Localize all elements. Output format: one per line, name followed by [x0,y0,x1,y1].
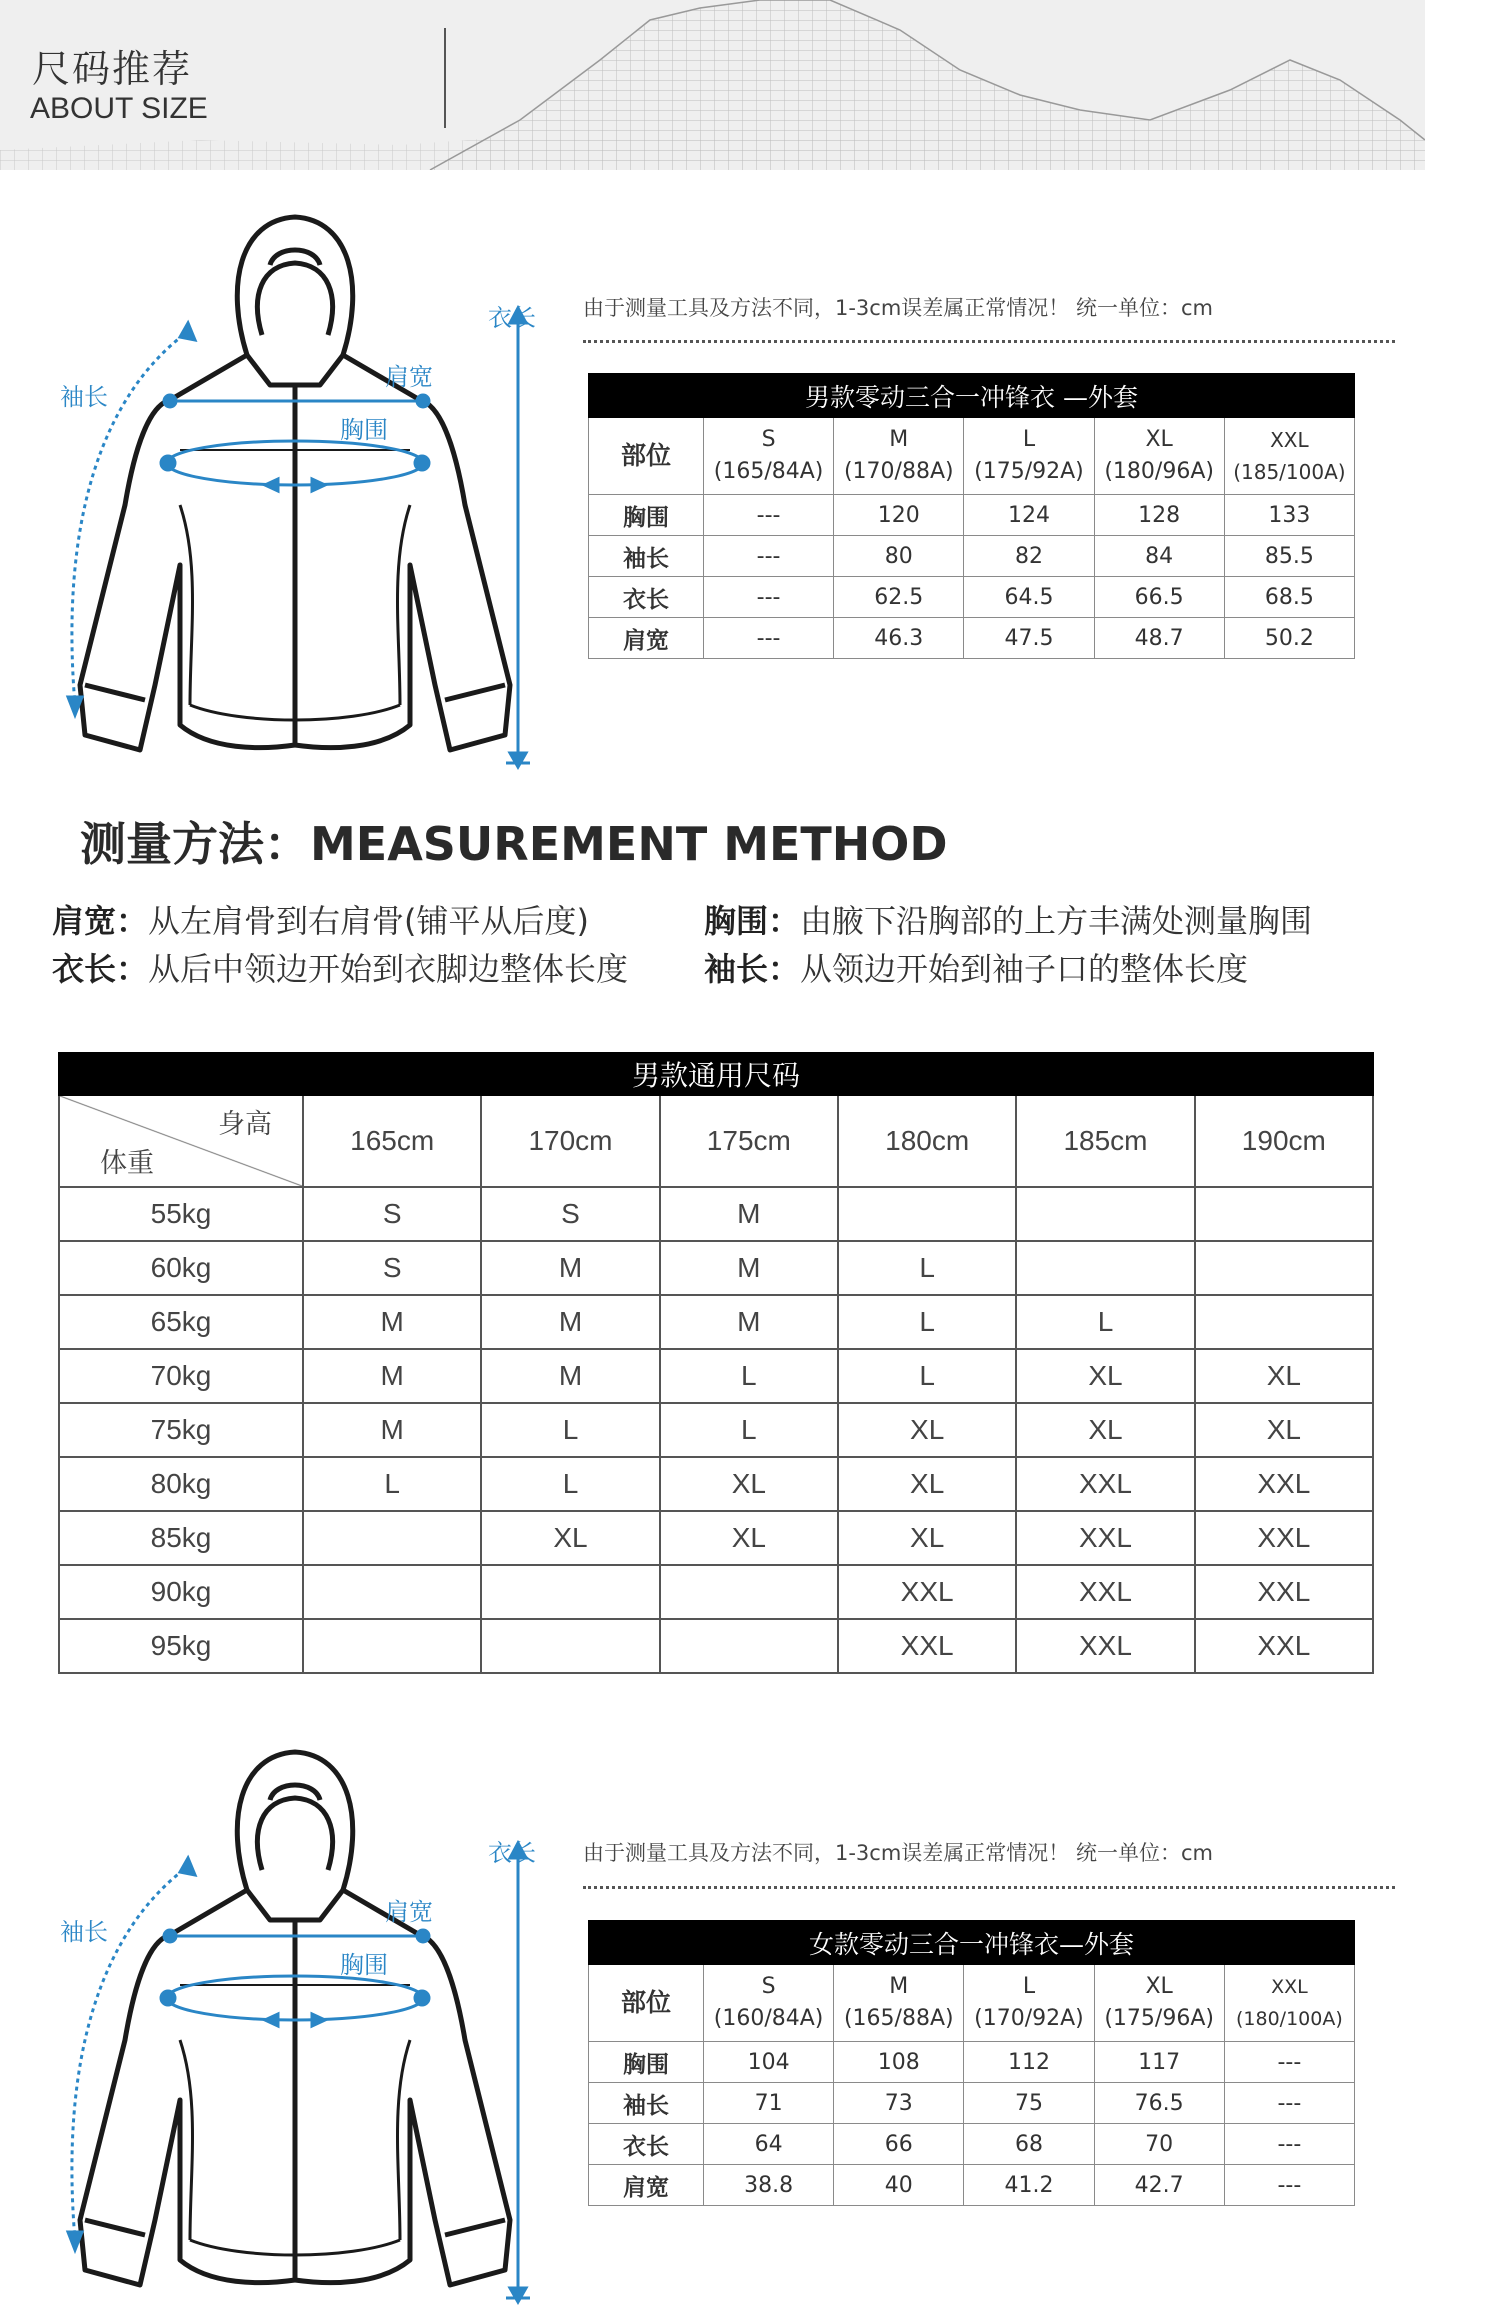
men-size-table [588,373,1355,659]
header-banner [0,0,1425,170]
corner-header: 身高 体重 [59,1095,303,1187]
table-row: 衣长 64 66 68 70 --- [589,2124,1355,2165]
table-row: 肩宽 38.8 40 41.2 42.7 --- [589,2165,1355,2206]
table-row: 衣长 --- 62.5 64.5 66.5 68.5 [589,577,1355,618]
label-chest: 胸围 [340,1951,388,1979]
size-col-header: S (165/84A) [704,418,834,495]
women-size-table [588,1920,1355,2206]
method-item-chest: 胸围：由腋下沿胸部的上方丰满处测量胸围 [704,902,1313,940]
mountain-wireframe-graphic [0,0,1425,170]
method-item-sleeve: 袖长：从领边开始到袖子口的整体长度 [704,950,1249,988]
size-col-header: L (175/92A) [964,418,1094,495]
header-title: 尺码推荐 [32,47,193,91]
men-measurement-note: 由于测量工具及方法不同，1-3cm误差属正常情况！ 统一单位：cm [583,296,1213,320]
table-row: 60kg S M M L [59,1241,1373,1295]
table-row: 55kg S S M [59,1187,1373,1241]
table-header-row [589,418,1355,495]
table-row: 袖长 --- 80 82 84 85.5 [589,536,1355,577]
women-measurement-note: 由于测量工具及方法不同，1-3cm误差属正常情况！ 统一单位：cm [583,1841,1213,1865]
header-subtitle: ABOUT SIZE [30,92,208,125]
jacket-outline-icon [40,1740,580,2310]
table-row: 胸围 --- 120 124 128 133 [589,495,1355,536]
jacket-diagram-men [40,205,580,765]
header-divider [444,28,446,128]
dotted-divider [583,1886,1395,1889]
label-length: 衣长 [488,1839,536,1867]
table-row: 95kg XXL XXL XXL [59,1619,1373,1673]
label-chest: 胸围 [340,416,388,444]
size-col-header: XXL (185/100A) [1224,418,1354,495]
women-size-table-title: 女款零动三合一冲锋衣—外套 [589,1921,1355,1965]
size-col-header: XXL (180/100A) [1224,1965,1354,2042]
method-item-shoulder: 肩宽：从左肩骨到右肩骨(铺平从后度) [52,902,589,940]
size-col-header: XL (180/96A) [1094,418,1224,495]
table-row: 肩宽 --- 46.3 47.5 48.7 50.2 [589,618,1355,659]
label-shoulder: 肩宽 [385,363,433,391]
dotted-divider [583,340,1395,343]
label-sleeve: 袖长 [60,1918,108,1946]
position-header: 部位 [589,418,704,495]
size-col-header: S (160/84A) [704,1965,834,2042]
table-row: 65kg M M M L L [59,1295,1373,1349]
table-row: 85kg XL XL XL XXL XXL [59,1511,1373,1565]
size-recommendation-table [58,1052,1374,1674]
label-shoulder: 肩宽 [385,1898,433,1926]
height-header-row: 身高 体重 165cm 170cm 175cm 180cm 185cm 190cm [59,1095,1373,1187]
table-header-row [589,1965,1355,2042]
size-col-header: L (170/92A) [964,1965,1094,2042]
size-col-header: M (170/88A) [834,418,964,495]
size-col-header: XL (175/96A) [1094,1965,1224,2042]
table-row: 80kg L L XL XL XXL XXL [59,1457,1373,1511]
method-title: 测量方法：MEASUREMENT METHOD [80,817,948,871]
men-size-table-title: 男款零动三合一冲锋衣 —外套 [589,374,1355,418]
table-row: 70kg M M L L XL XL [59,1349,1373,1403]
jacket-diagram-women [40,1740,580,2300]
table-row: 胸围 104 108 112 117 --- [589,2042,1355,2083]
position-header: 部位 [589,1965,704,2042]
size-col-header: M (165/88A) [834,1965,964,2042]
table-row: 75kg M L L XL XL XL [59,1403,1373,1457]
method-item-length: 衣长：从后中领边开始到衣脚边整体长度 [52,950,629,988]
label-length: 衣长 [488,304,536,332]
label-sleeve: 袖长 [60,383,108,411]
recommendation-table-title: 男款通用尺码 [59,1053,1373,1095]
table-row: 袖长 71 73 75 76.5 --- [589,2083,1355,2124]
jacket-outline-icon [40,205,580,775]
table-row: 90kg XXL XXL XXL [59,1565,1373,1619]
